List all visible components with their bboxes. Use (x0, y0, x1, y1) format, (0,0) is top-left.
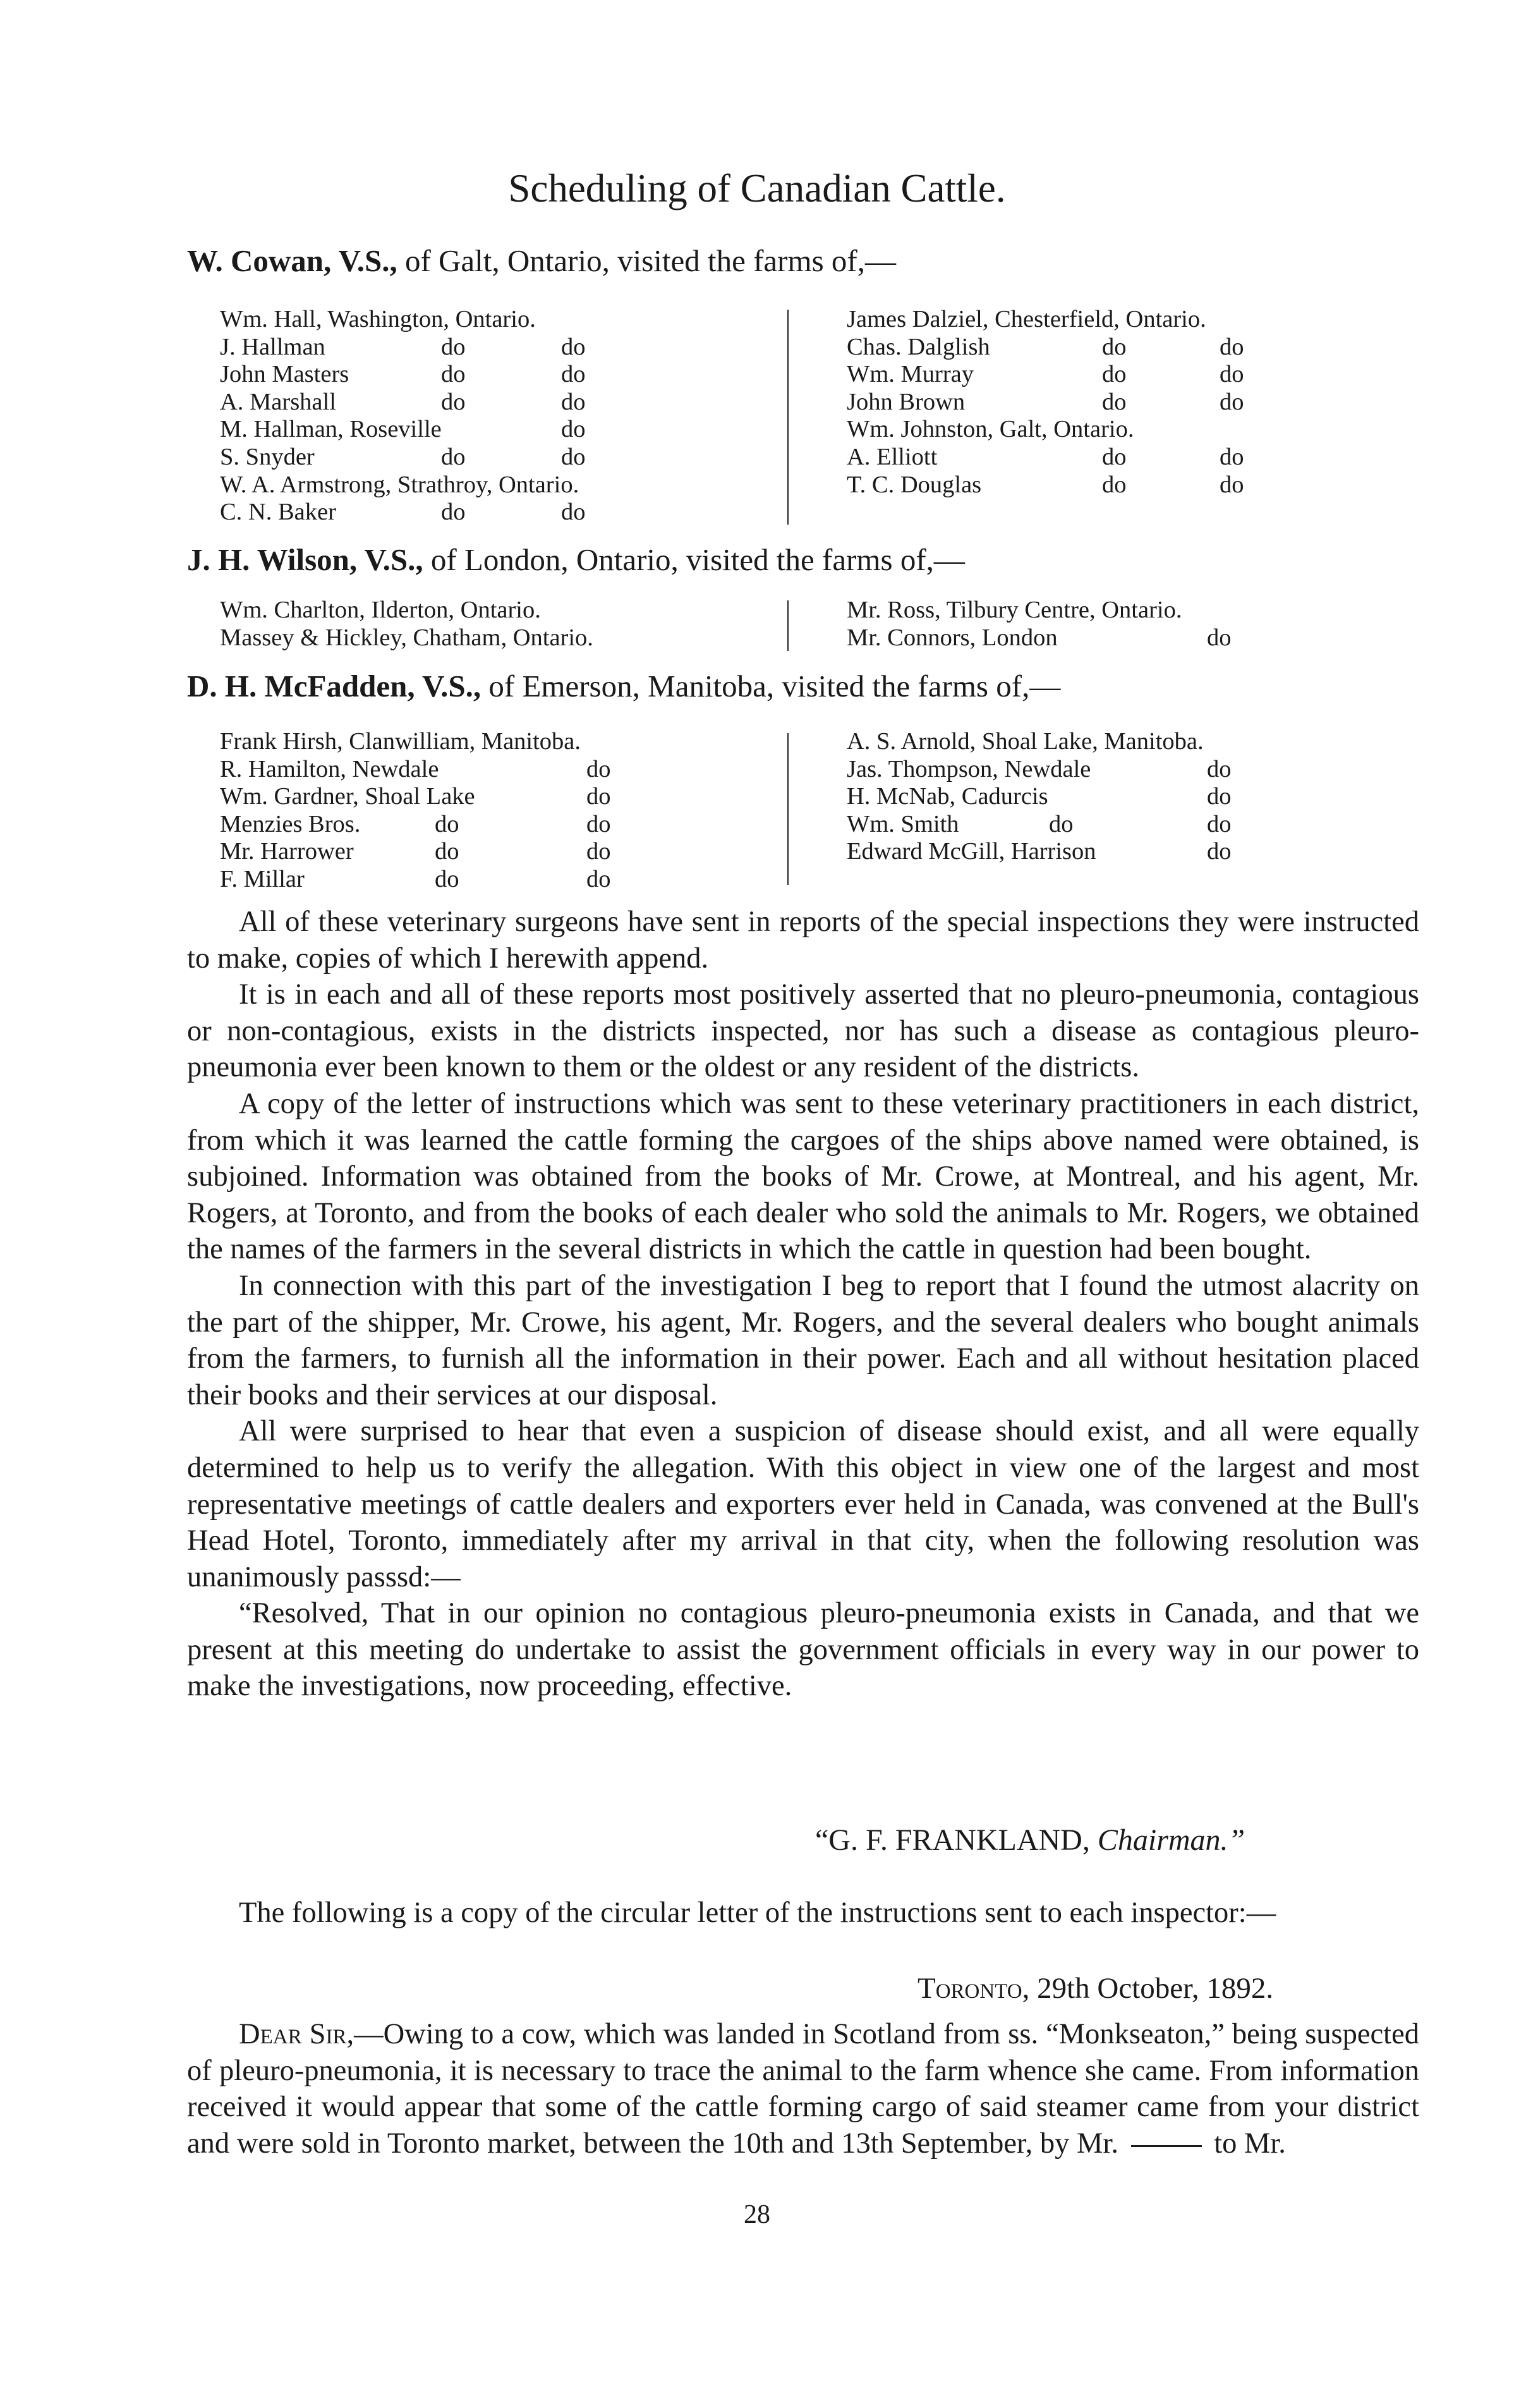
ditto-mark: do (586, 838, 611, 865)
farm-name: Menzies Bros. (220, 810, 361, 837)
ditto-mark: do (1102, 361, 1127, 388)
farm-name: W. A. Armstrong, Strathroy, Ontario. (220, 471, 579, 498)
farm-name: Chas. Dalglish (847, 333, 990, 360)
page-title: Scheduling of Canadian Cattle. (508, 166, 1006, 210)
farm-name: Edward McGill, Harrison (847, 838, 1096, 865)
ditto-mark: do (435, 810, 459, 837)
page-number: 28 (744, 2200, 770, 2229)
letter-body (187, 2016, 1419, 2162)
section-heading-wilson (187, 540, 1419, 580)
ditto-mark: do (1207, 783, 1232, 810)
ditto-mark: do (1220, 388, 1244, 415)
ditto-mark: do (1207, 838, 1232, 865)
farm-name: Wm. Smith (847, 810, 959, 837)
farm-name: M. Hallman, Roseville (220, 416, 442, 443)
ditto-mark: do (1207, 755, 1232, 782)
section-heading-mcfadden (187, 667, 1419, 706)
date-place: Toronto, (917, 1972, 1030, 2005)
ditto-mark: do (1220, 443, 1244, 470)
ditto-mark: do (1220, 361, 1244, 388)
section-heading-cowan (187, 241, 1419, 281)
farm-name: R. Hamilton, Newdale (220, 755, 439, 782)
ditto-mark: do (586, 810, 611, 837)
farm-name: F. Millar (220, 865, 305, 892)
farm-name: Massey & Hickley, Chatham, Ontario. (220, 624, 593, 651)
ditto-mark: do (561, 361, 586, 388)
farm-name: A. S. Arnold, Shoal Lake, Manitoba. (847, 728, 1204, 755)
ditto-mark: do (441, 499, 466, 526)
farm-name: J. Hallman (220, 333, 325, 360)
farm-name: John Brown (847, 388, 966, 415)
ditto-mark: do (441, 333, 466, 360)
farm-name: Jas. Thompson, Newdale (847, 755, 1091, 782)
letter-tail: to Mr. (1214, 2127, 1286, 2160)
ditto-mark: do (1102, 443, 1127, 470)
ditto-mark: do (1207, 624, 1232, 651)
letter-salutation: Dear Sir, (239, 2018, 354, 2050)
ditto-mark: do (586, 865, 611, 892)
farm-name: Wm. Hall, Washington, Ontario. (220, 306, 536, 332)
farm-name: Wm. Gardner, Shoal Lake (220, 783, 475, 810)
ditto-mark: do (1220, 333, 1244, 360)
farm-name: T. C. Douglas (847, 471, 982, 498)
ditto-mark: do (441, 361, 466, 388)
section-heading-text: of London, Ontario, visited the farms of,— (423, 542, 965, 577)
ditto-mark: do (441, 388, 466, 415)
ditto-mark: do (586, 783, 611, 810)
ditto-mark: do (561, 443, 586, 470)
paragraph: It is in each and all of these reports most positively asserted that no pleuro-pneumonia, contagious or non-contagious, exists in the districts inspected, nor has such a disease as contagious pleuro-pneumonia ever been known to them or the oldest or any resident of the districts. (187, 978, 1419, 1084)
circular-intro-block (187, 1895, 1419, 1931)
ditto-mark: do (561, 416, 586, 443)
date-text: 29th October, 1892. (1029, 1972, 1274, 2005)
blank-line (1131, 2145, 1202, 2147)
signature-title: Chairman.” (1097, 1823, 1245, 1857)
farm-name: Wm. Johnston, Galt, Ontario. (847, 416, 1134, 443)
ditto-mark: do (1102, 471, 1127, 498)
farm-name: S. Snyder (220, 443, 315, 470)
ditto-mark: do (441, 443, 466, 470)
letter-text: —Owing to a cow, which was landed in Scotland from ss. “Monkseaton,” being suspected of pleuro-pneumonia, it is necessary to trace the animal to the farm whence she came. From information received it would appear that some of the cattle forming cargo of said steamer came from your district and were sold in Toronto market, between the 10th and 13th September, by Mr. (187, 2018, 1419, 2160)
ditto-mark: do (1102, 333, 1127, 360)
paragraph: A copy of the letter of instructions which was sent to these veterinary practitioners in each district, from which it was learned the cattle forming the cargoes of the ships above named were obtained, is subjoined. Information was obtained from the books of Mr. Crowe, at Montreal, and his agent, Mr. Rogers, at Toronto, and from the books of each dealer who sold the animals to Mr. Rogers, we obtained the names of the farmers in the several districts in which the cattle in question had been bought. (187, 1087, 1419, 1266)
farm-name: Wm. Charlton, Ilderton, Ontario. (220, 597, 541, 623)
farm-name: Mr. Connors, London (847, 624, 1058, 651)
column-divider (787, 310, 789, 525)
farm-name: A. Elliott (847, 443, 938, 470)
resolution-paragraph: “Resolved, That in our opinion no contagious pleuro-pneumonia exists in Canada, and that we present at this meeting do undertake to assist the government officials in every way in our power to make the investigations, now proceeding, effective. (187, 1597, 1419, 1703)
ditto-mark: do (1207, 810, 1232, 837)
ditto-mark: do (561, 333, 586, 360)
farm-name: H. McNab, Cadurcis (847, 783, 1048, 810)
section-heading-text: of Galt, Ontario, visited the farms of,— (397, 243, 896, 278)
farm-name: C. N. Baker (220, 499, 336, 526)
farm-name: John Masters (220, 361, 349, 388)
section-heading-text: of Emerson, Manitoba, visited the farms of,— (481, 669, 1061, 703)
ditto-mark: do (1049, 810, 1074, 837)
farm-name: Mr. Harrower (220, 838, 354, 865)
inspector-name: D. H. McFadden, V.S., (187, 669, 481, 703)
inspector-name: W. Cowan, V.S., (187, 243, 397, 278)
paragraph: In connection with this part of the investigation I beg to report that I found the utmost alacrity on the part of the shipper, Mr. Crowe, his agent, Mr. Rogers, and the several dealers who bought animals from the farmers, to furnish all the information in their power. Each and all without hesitation placed their books and their services at our disposal. (187, 1269, 1419, 1411)
column-divider (787, 733, 789, 885)
ditto-mark: do (435, 865, 459, 892)
paragraph: All of these veterinary surgeons have sent in reports of the special inspections they were instructed to make, copies of which I herewith append. (187, 906, 1419, 975)
circular-intro: The following is a copy of the circular letter of the instructions sent to each inspector:— (239, 1897, 1276, 1929)
ditto-mark: do (561, 388, 586, 415)
farm-name: A. Marshall (220, 388, 336, 415)
signature-name: “G. F. FRANKLAND, (815, 1823, 1090, 1857)
ditto-mark: do (561, 499, 586, 526)
ditto-mark: do (586, 755, 611, 782)
circular-letter (187, 2016, 1419, 2162)
farm-name: James Dalziel, Chesterfield, Ontario. (847, 306, 1206, 332)
farm-name: Wm. Murray (847, 361, 974, 388)
column-divider (787, 600, 789, 651)
resolution-signature (815, 1821, 1245, 1859)
inspector-name: J. H. Wilson, V.S., (187, 542, 423, 577)
ditto-mark: do (1220, 471, 1244, 498)
paragraph: All were surprised to hear that even a suspicion of disease should exist, and all were equally determined to help us to verify the allegation. With this object in view one of the largest and most representative meetings of cattle dealers and exporters ever held in Canada, was convened at the Bull's Head Hotel, Toronto, immediately after my arrival in that city, when the following resolution was unanimously passsd:— (187, 1415, 1419, 1593)
ditto-mark: do (435, 838, 459, 865)
farm-name: Mr. Ross, Tilbury Centre, Ontario. (847, 597, 1182, 623)
farm-name: Frank Hirsh, Clanwilliam, Manitoba. (220, 728, 581, 755)
ditto-mark: do (1102, 388, 1127, 415)
report-body (187, 904, 1419, 1705)
letter-dateline (917, 1969, 1273, 2007)
